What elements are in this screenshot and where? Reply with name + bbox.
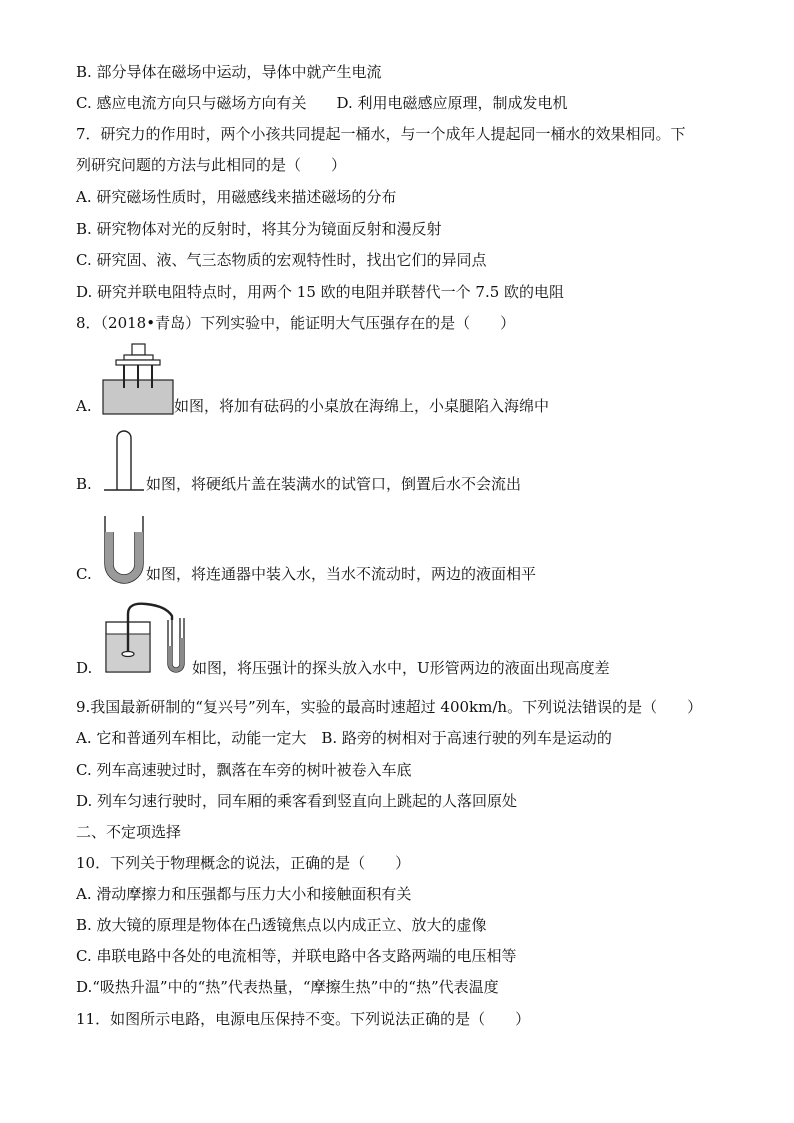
section-heading: 二、不定项选择 [76,823,182,841]
question-6-options-c-d: C. 感应电流方向只与磁场方向有关 D. 利用电磁感应原理，制成发电机 [76,94,568,112]
question-7-stem-line-2: 列研究问题的方法与此相同的是（ ） [76,156,347,174]
option-text: 如图，将连通器中装入水，当水不流动时，两边的液面相平 [146,565,537,583]
option-text: 如图，将压强计的探头放入水中，U形管两边的液面出现高度差 [192,659,610,677]
question-8-option-b [76,428,521,494]
question-7-option-a: A. 研究磁场性质时，用磁感线来描述磁场的分布 [76,188,397,206]
inverted-test-tube-icon [102,428,146,494]
question-10-option-a: A. 滑动摩擦力和压强都与压力大小和接触面积有关 [76,885,412,903]
question-11-stem: 11．如图所示电路，电源电压保持不变。下列说法正确的是（ ） [76,1010,531,1028]
question-8-option-a [76,342,549,416]
question-7-option-b: B. 研究物体对光的反射时，将其分为镜面反射和漫反射 [76,220,442,238]
pressure-gauge-icon [102,598,192,678]
question-7-stem-line-1: 7．研究力的作用时，两个小孩共同提起一桶水，与一个成年人提起同一桶水的效果相同。下 [76,125,686,143]
question-7-option-c: C. 研究固、液、气三态物质的宏观特性时，找出它们的异同点 [76,251,487,269]
option-label: C. [76,565,92,583]
question-9-options-a-b: A. 它和普通列车相比，动能一定大 B. 路旁的树相对于高速行驶的列车是运动的 [76,729,612,747]
question-10-option-b: B. 放大镜的原理是物体在凸透镜焦点以内成正立、放大的虚像 [76,916,487,934]
question-8-option-d [76,598,610,678]
question-10-option-d: D.“吸热升温”中的“热”代表热量，“摩擦生热”中的“热”代表温度 [76,978,499,996]
question-9-option-d: D. 列车匀速行驶时，同车厢的乘客看到竖直向上跳起的人落回原处 [76,792,518,810]
question-10-option-c: C. 串联电路中各处的电流相等，并联电路中各支路两端的电压相等 [76,947,517,965]
question-9-stem: 9.我国最新研制的“复兴号”列车，实验的最高时速超过 400km/h。下列说法错误的是（ ） [76,698,703,716]
option-label: B. [76,475,92,493]
option-label: D. [76,659,93,677]
option-label: A. [76,397,92,415]
option-text: 如图，将加有砝码的小桌放在海绵上，小桌腿陷入海绵中 [174,397,550,415]
option-text: 如图，将硬纸片盖在装满水的试管口，倒置后水不会流出 [146,475,522,493]
question-8-option-c [76,512,536,584]
u-tube-icon [102,512,146,584]
question-8-stem: 8．（2018•青岛）下列实验中，能证明大气压强存在的是（ ） [76,314,516,332]
table-on-sponge-icon [102,342,174,416]
question-6-option-b: B. 部分导体在磁场中运动，导体中就产生电流 [76,63,382,81]
question-10-stem: 10．下列关于物理概念的说法，正确的是（ ） [76,854,411,872]
question-7-option-d: D. 研究并联电阻特点时，用两个 15 欧的电阻并联替代一个 7.5 欧的电阻 [76,283,565,301]
question-9-option-c: C. 列车高速驶过时，飘落在车旁的树叶被卷入车底 [76,761,412,779]
